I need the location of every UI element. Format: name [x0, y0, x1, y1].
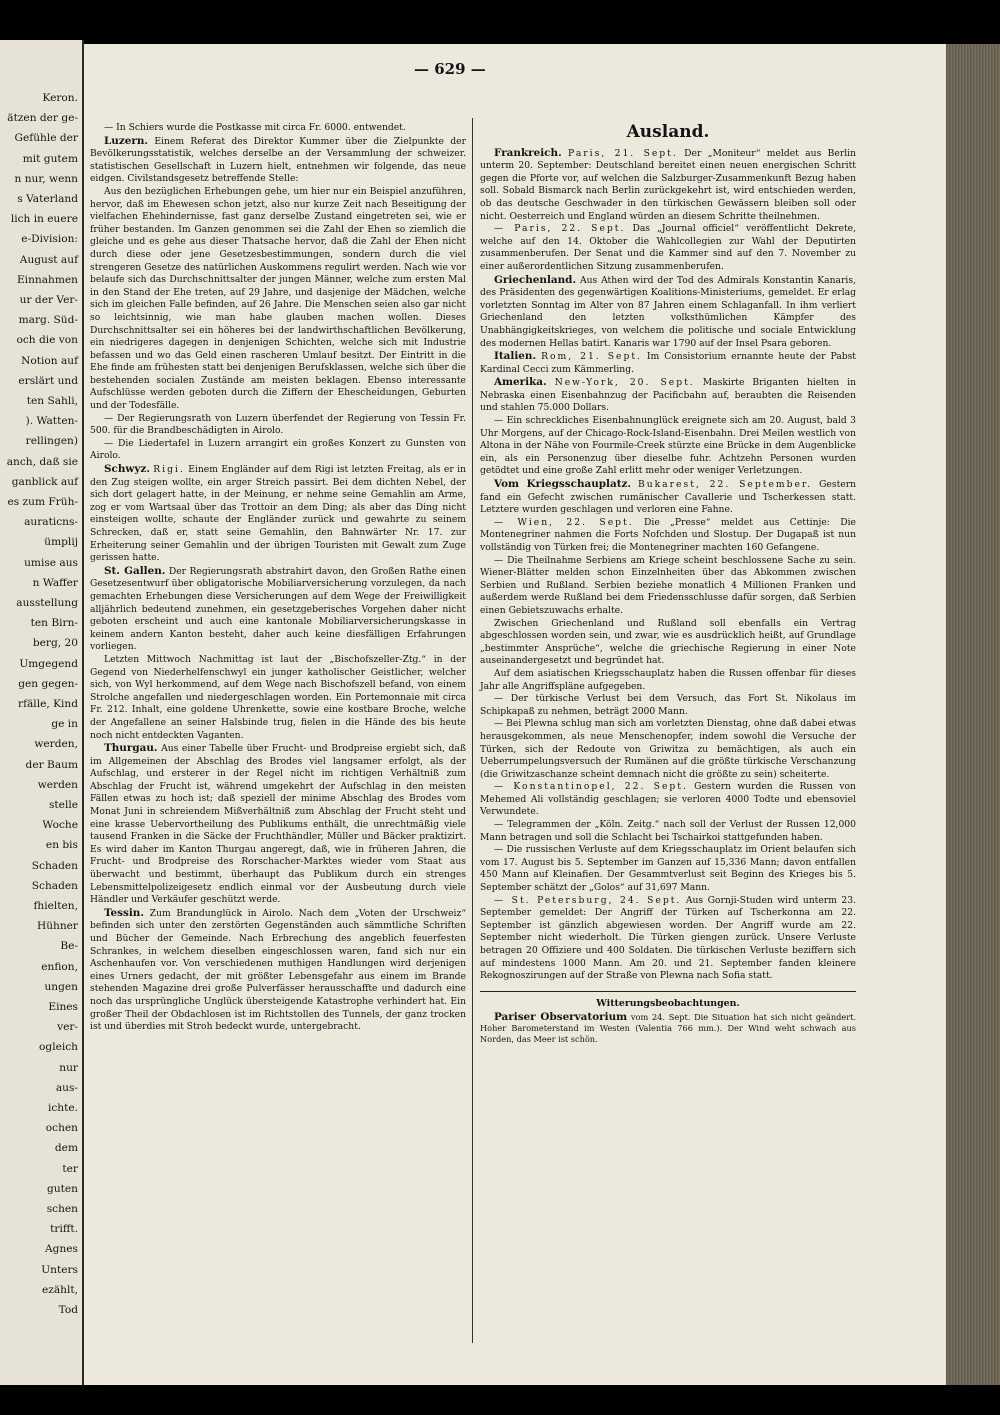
previous-page-line: ümplij [44, 536, 78, 549]
dateline: Rigi. [153, 464, 185, 476]
right-paragraph [480, 781, 856, 819]
previous-page-line: guten [47, 1182, 78, 1195]
paragraph-text: Zwischen Griechenland und Rußland soll ebenfalls ein Vertrag abgeschlossen worden sein, und zwar, wie es ausdrücklich heißt, auf Grundlage „bestimmter Ansprüche“, welche die griechische Regierung in einer Note auseinandergesetzt und begründet hat. [480, 617, 856, 667]
previous-page-line: ezählt, [41, 1283, 78, 1296]
right-paragraph [480, 376, 856, 415]
previous-page-line: Einnahmen [16, 273, 78, 286]
previous-page-line: ungen [44, 980, 78, 993]
paragraph-text: Das „Journal officiel“ veröffentlicht Dekrete, welche auf den 14. Oktober die Wahlcollegien zur Wahl der Deputirten zusammenberufen. Der Senat und die Kammer sind auf den 7. November zu einer außerordentlichen Sitzung zusammenberufen. [480, 223, 857, 272]
previous-page-line: Unters [41, 1263, 78, 1276]
right-paragraph [480, 415, 856, 478]
paragraph-text: Gestern fand ein Gefecht zwischen rumänischer Cavallerie und Tscherkessen statt. Letztere wurden geschlagen und verloren eine Fahne. [480, 479, 857, 516]
previous-page-line: e-Division: [21, 233, 78, 246]
right-paragraph [480, 718, 856, 781]
previous-page-line: werden, [34, 738, 78, 751]
previous-page-line: ten Sahli, [26, 395, 78, 407]
previous-page-line: aus- [55, 1081, 78, 1094]
right-paragraph [480, 819, 856, 844]
left-paragraph [90, 186, 466, 413]
previous-page-line: ochen [45, 1122, 78, 1135]
previous-page-line: ausstellung [16, 597, 78, 609]
paragraph-heading: Italien. [494, 350, 537, 363]
previous-page-line: Eines [48, 1001, 78, 1013]
paragraph-text: Einem Engländer auf dem Rigi ist letzten Freitag, als er in den Zug steigen wollte, ein arger Streich passirt. Bei dem dichten Nebel, der sich dort gelagert hatte, in der Meinung, er nehme seine Gemahlin am Arme, zog er vom Wartsaal über das Trottoir an dem Ding; als aber das Ding nicht einsteigen wollte, schaute der Engländer zurück und gewahrte zu seinem Schrecken, daß er, statt seine Gemahlin, den Bahnwärter Nr. 17. zur Erheiterung seiner Gemahlin und der übrigen Touristen mit Gewalt zum Zuge gerissen hatte. [90, 464, 466, 564]
paragraph-text: Aus den bezüglichen Erhebungen gehe, um hier nur ein Beispiel anzuführen, hervor, daß im Ehewesen schon jetzt, also nur kurze Zeit nach Beseitigung der vielfachen Ehehindernisse, fast ganz derselbe Zustand eingetreten sei, wie er früher bestanden. Im Ganzen genommen sei die Zahl der Ehen so ziemlich die gleiche und es gehe aus dieser Thatsache hervor, daß die Zahl der Ehen nicht durch diese oder jene Gesetzesbestimmungen, sondern durch die viel strengeren Gesetze des natürlichen Auskommens regulirt werden. Nach wie vor belaufe sich das Durchschnittsalter der jungen Männer, welche zum ersten Mal in den Stand der Ehe treten, auf 29 Jahre, und dasjenige der Mädchen, welche sich im gleichen Falle befinden, auf 26 Jahre. Die Menschen seien also gar nicht so leichtsinnig, wie man habe glauben machen wollen. Dieses Durchschnittsalter sei ein höheres bei der landwirthschaftlichen Bevölkerung, ein niedrigeres dagegen in denjenigen Schichten, welche sich mit Industrie befassen und wo das Geld einen rascheren Umlauf besitzt. Der Eintritt in die Ehe finde am frühesten statt bei denjenigen Berufsklassen, welche sich über die bestehenden socialen Zustände am meisten beklagen. Ebenso interessante Aufschlüsse werden geboten durch die Ziffern der Ehescheidungen, Geburten und der Todesfälle. [90, 185, 466, 412]
dateline: — Konstantinopel, 22. Sept. [494, 781, 688, 793]
paragraph-text: — Der Regierungsrath von Luzern überfendet der Regierung von Tessin Fr. 500. für die Brandbeschädigten in Airolo. [90, 412, 466, 437]
previous-page-line: erslärt und [18, 374, 78, 387]
column-divider [472, 118, 473, 1343]
right-paragraph [480, 223, 856, 273]
previous-page-line: gen gegen- [18, 677, 78, 690]
previous-page-line: mit gutem [22, 152, 78, 165]
left-paragraph [90, 742, 466, 907]
paragraph-text: Auf dem asiatischen Kriegsschauplatz haben die Russen offenbar für dieses Jahr alle Angriffspläne aufgegeben. [480, 667, 856, 692]
paragraph-text: Im Consistorium ernannte heute der Pabst Kardinal Cecci zum Kämmerling. [480, 351, 857, 375]
previous-page-line: Umgegend [19, 657, 78, 670]
paragraph-heading: Schwyz. [104, 463, 150, 476]
paragraph-text: Einem Referat des Direktor Kummer über die Zielpunkte der Bevölkerungsstatistik, welches derselbe an der Versammlung der schweizer. statistischen Gesellschaft in Luzern hielt, entnehmen wir folgende, das neue eidgen. Civilstandsgesetz betreffende Stelle: [90, 135, 466, 185]
previous-page-line: nur [59, 1061, 78, 1074]
previous-page-line: Agnes [45, 1243, 78, 1256]
previous-page-line: Notion auf [21, 354, 78, 367]
weather-section [480, 991, 856, 1046]
previous-page-line: werden [37, 778, 78, 791]
previous-page-line: fhielten, [33, 900, 78, 912]
dateline: New-York, 20. Sept. [554, 377, 695, 389]
right-paragraph [480, 147, 856, 224]
previous-page-line: Tod [58, 1304, 78, 1316]
paragraph-text: — Telegrammen der „Köln. Zeitg.“ nach soll der Verlust der Russen 12,000 Mann betragen und soll die Schlacht bei Tschairkoi stattgefunden haben. [480, 819, 856, 843]
right-paragraph [480, 693, 856, 718]
paragraph-text: Maskirte Briganten hielten in Nebraska einen Eisenbahnzug der Pacificbahn auf, beraubten die Reisenden und stahlen 75.000 Dollars. [480, 377, 857, 414]
previous-page-fragment [0, 40, 84, 1385]
right-column [480, 122, 856, 1045]
previous-page-line: schen [46, 1203, 78, 1215]
right-paragraph [480, 555, 856, 618]
left-paragraph [90, 463, 466, 565]
weather-title: Witterungsbeobachtungen. [596, 997, 740, 1009]
left-paragraph [90, 654, 466, 742]
weather-text [480, 1012, 856, 1045]
previous-page-line: n Waffer [32, 576, 78, 589]
previous-page-line: en bis [45, 839, 78, 852]
weather-body: vom 24. Sept. Die Situation hat sich nicht geändert. Hoher Barometerstand im Westen (Valentia 766 mm.). Der Wind weht schwach aus Norden, das Meer ist schön. [480, 1012, 856, 1045]
previous-page-line: marg. Süd- [18, 314, 78, 327]
paragraph-text: Der „Moniteur“ meldet aus Berlin unterm 20. September: Deutschland bereitet einen neuen energischen Schritt gegen die Pforte vor, auf welchen die Salzburger-Zusammenkunft Bezug haben soll. Sobald Bismarck nach Berlin zurückgekehrt ist, wird entschieden werden, ob das deutsche Geschwader in den türkischen Gewässern bleiben soll oder nicht. Oesterreich und England würden an diesem Schritte theilnehmen. [480, 147, 857, 222]
previous-page-line: anch, daß sie [6, 455, 78, 468]
paragraph-heading: Tessin. [104, 906, 144, 919]
dateline: — Paris, 22. Sept. [494, 223, 626, 235]
right-paragraph [480, 478, 856, 517]
previous-page-line: ge in [51, 718, 78, 731]
previous-page-line: Keron. [42, 92, 78, 104]
page-number: — 629 — [414, 60, 486, 78]
previous-page-line: Be- [60, 940, 78, 953]
previous-page-line: trifft. [50, 1223, 78, 1236]
right-paragraph [480, 618, 856, 668]
paragraph-text: Zum Brandunglück in Airolo. Nach dem „Voten der Urschweiz“ befinden sich unter den zerstörten Gegenständen auch sämmtliche Schriften und Bücher der Gemeinde. Nach Erbrechung des angeblich feuerfesten Schrankes, in welchem dieselben eingeschlossen waren, fand sich nur ein Aschenhaufen vor. Von verschiedenen muthigen Handlungen wird derjenigen eines Urners gedacht, der mit größter Lebensgefahr aus einem im Brande stehenden Magazine drei große Pulverfässer herausschaffte und dadurch eine noch das ursprüngliche Unglück übersteigende Katastrophe verhindert hat. Ein großer Theil der Obdachlosen ist im Richtstollen des Tunnels, der ganz trocken ist und überdies mit Stroh bedeckt wurde, untergebracht. [90, 907, 467, 1033]
dateline: — St. Petersburg, 24. Sept. [494, 894, 682, 906]
previous-page-line: ver- [57, 1021, 78, 1034]
previous-page-line: ter [62, 1162, 78, 1175]
paragraph-heading: Vom Kriegsschauplatz. [494, 478, 632, 491]
paragraph-text: Letzten Mittwoch Nachmittag ist laut der „Bischofszeller-Ztg.“ in der Gegend von Niederhelfenschwyl ein junger katholischer Geistlicher, welcher sich, von Wyl herkommend, auf dem Wege nach Bischofszell befand, von einem Strolche angefallen und niedergeschlagen worden. Ein Portemonnaie mit circa Fr. 212. Inhalt, eine goldene Uhrenkette, sowie eine kostbare Broche, welche der Angefallene an seiner Halsbinde trug, fielen in die Hände des bis heute noch nicht entdeckten Vaganten. [90, 653, 466, 741]
previous-page-line: dem [54, 1142, 78, 1155]
right-paragraph [480, 517, 856, 555]
previous-page-line: berg, 20 [32, 637, 78, 650]
left-paragraph [90, 438, 466, 463]
paragraph-text: — Die Theilnahme Serbiens am Kriege scheint beschlossene Sache zu sein. Wiener-Blätter melden schon Einzelnheiten über das Abkommen zwischen Serbien und Rußland. Serbien beziehe monatlich 4 Millionen Franken und außerdem werde Rußland bei dem Friedensschlusse dafür sorgen, daß Serbien einen Gebietszuwachs erhalte. [480, 554, 856, 616]
paragraph-text: — Bei Plewna schlug man sich am vorletzten Dienstag, ohne daß dabei etwas herausgekommen, als neue Menschenopfer, indem sowohl die Versuche der Türken, sich der Redoute von Griwitza zu bemächtigen, als auch ein Ueberrumpelungsversuch der Rumänen auf die größte türkische Verschanzung (die Griwitzaschanze scheint demnach nicht die größte zu sein) scheiterte. [480, 718, 856, 780]
left-paragraph [90, 122, 466, 135]
paragraph-text: Aus Gornji-Studen wird unterm 23. September gemeldet: Der Angriff der Türken auf Tscherkonna am 22. September ist gänzlich abgewiesen worden. Der Angriff wurde am 22. September nicht wiederholt. Die Türken giengen zurück. Unsere Verluste betragen 20 Offiziere und 400 Soldaten. Die türkischen Verluste beziffern sich auf mindestens 1000 Mann. Am 20. und 21. September fanden kleinere Rekognoszirungen auf der Straße von Plewna nach Sofia statt. [480, 894, 857, 982]
previous-page-line: auraticns- [24, 516, 78, 529]
right-paragraph [480, 668, 856, 693]
previous-page-line: der Baum [25, 758, 78, 771]
previous-page-line: rellingen) [25, 435, 78, 448]
previous-page-line: ur der Ver- [19, 294, 78, 306]
paragraph-text: Der Regierungsrath abstrahirt davon, den Großen Rathe einen Gesetzesentwurf über obligatorische Mobiliarversicherung vorzulegen, da nach gemachten Erhebungen diese Versicherungen auf dem Wege der Freiwilligkeit alljährlich bedeutend zunehmen, ein gesetzgeberisches Vorgehen daher nicht geboten erscheint und auch eine kantonale Mobiliarversicherungskasse in keinem andern Kanton besteht, daher auch keine diesfälligen Erfahrungen vorliegen. [90, 565, 466, 653]
left-paragraph [90, 413, 466, 438]
paragraph-text: Aus Athen wird der Tod des Admirals Konstantin Kanaris, des Präsidenten des gegenwärtigen Koalitions-Ministeriums, gemeldet. Er erlag vorletzten Sonntag im Alter von 87 Jahren einem Schlaganfall. In ihm verliert Griechenland den letzten volksthümlichen Kämpfer des Unabhängigkeitskrieges, von welchem die politische und sociale Entwicklung des modernen Hellas batirt. Kanaris war 1790 auf der Insel Psara geboren. [480, 274, 856, 349]
paragraph-heading: Frankreich. [494, 146, 562, 159]
previous-page-line: Woche [42, 819, 78, 832]
previous-page-line: ). Watten- [25, 415, 78, 428]
previous-page-line: umise aus [24, 556, 78, 569]
right-paragraph [480, 895, 856, 983]
previous-page-line: s Vaterland [17, 193, 78, 205]
previous-page-line: Hühner [36, 920, 78, 933]
paragraph-text: — Die Liedertafel in Luzern arrangirt ein großes Konzert zu Gunsten von Airolo. [90, 437, 466, 462]
previous-page-line: ätzen der ge- [7, 112, 78, 125]
previous-page-line: ogleich [39, 1041, 78, 1054]
previous-page-line: August auf [19, 253, 78, 266]
previous-page-line: ichte. [47, 1102, 78, 1114]
left-paragraph [90, 907, 466, 1034]
previous-page-line: Schaden [31, 879, 78, 892]
paragraph-text: — Ein schreckliches Eisenbahnunglück ereignete sich am 20. August, bald 3 Uhr Morgens, auf der Chicago-Rock-Island-Eisenbahn. Drei Meilen westlich von Altona in der Nähe von Fourmile-Creek stürzte eine Brücke in dem Augenblicke ein, als ein Personenzug über dieselbe fuhr. Achtzehn Personen wurden getödtet und eine große Zahl erlitt mehr oder weniger Verletzungen. [480, 415, 856, 477]
right-paragraph [480, 844, 856, 894]
section-title-ausland: Ausland. [626, 122, 710, 142]
paragraph-text: Gestern wurden die Russen von Mehemed Ali vollständig geschlagen; sie verloren 4000 Todte und ebensoviel Verwundete. [480, 781, 856, 818]
dateline: Paris, 21. Sept. [568, 147, 678, 159]
paragraph-heading: Luzern. [104, 134, 149, 147]
previous-page-line: ganblick auf [11, 475, 78, 488]
previous-page-line: Gefühle der [14, 132, 78, 145]
previous-page-line: enfion, [41, 960, 78, 973]
weather-head: Pariser Observatorium [494, 1011, 628, 1024]
paragraph-text: — Der türkische Verlust bei dem Versuch, das Fort St. Nikolaus im Schipkapaß zu nehmen, beträgt 2000 Mann. [480, 693, 856, 717]
right-paragraph [480, 274, 856, 351]
previous-page-line: stelle [48, 799, 78, 811]
previous-page-line: rfälle, Kind [18, 698, 78, 710]
paragraph-text: — In Schiers wurde die Postkasse mit circa Fr. 6000. entwendet. [104, 122, 406, 133]
dateline: — Wien, 22. Sept. [494, 516, 634, 528]
left-paragraph [90, 135, 466, 186]
previous-page-line: lich in euere [10, 213, 78, 226]
paragraph-text: Die „Presse“ meldet aus Cettinje: Die Montenegriner nahmen die Forts Nofchden und Slostup. Der Dugapaß ist nun vollständig von Türken frei; die Montenegriner machten 160 Gefangene. [480, 516, 856, 553]
paragraph-text: — Die russischen Verluste auf dem Kriegsschauplatz im Orient belaufen sich vom 17. August bis 5. September im Ganzen auf 15,336 Mann; davon entfallen 450 Mann auf Kleinafien. Der Gesammtverlust seit Beginn des Krieges bis 5. September schätzt der „Golos“ auf 31,697 Mann. [480, 844, 856, 894]
right-paragraph [480, 350, 856, 376]
paragraph-heading: Amerika. [494, 376, 547, 389]
left-column [90, 122, 466, 1034]
paragraph-heading: St. Gallen. [104, 564, 166, 577]
dateline: Bukarest, 22. September. [637, 479, 813, 491]
previous-page-line: n nur, wenn [14, 172, 78, 185]
paragraph-text: Aus einer Tabelle über Frucht- und Brodpreise ergiebt sich, daß im Allgemeinen der Abschlag des Brodes viel langsamer erfolgt, als der Aufschlag, und ersterer in der Regel nicht im richtigen Verhältniß zum Abschlag der Frucht ist, während umgekehrt der Aufschlag in den meisten Fällen etwas zu hoch ist; daß speziell der minime Abschlag des Brodes vom Monat Juni in schreiendem Mißverhältniß zum Abschlag der Frucht steht und eine krasse Uebervortheilung des Publikums enthält, die unrechtmäßig viele tausend Franken in die Säcke der Fruchthändler, Müller und Bäcker praktizirt. Es wird daher im Kanton Thurgau angeregt, daß, wie in früheren Jahren, die Frucht- und Brodpreise des Rorschacher-Marktes wieder vom Staat aus überwacht und bestimmt, überhaupt das Publikum durch ein strenges Lebensmittelpolizeigesetz endlich einmal vor der Ausbeutung durch viele Händler und Verkäufer geschützt werde. [90, 743, 467, 906]
previous-page-line: Schaden [31, 859, 78, 872]
left-paragraph [90, 565, 466, 654]
previous-page-line: ten Birn- [30, 617, 78, 630]
previous-page-line: och die von [16, 334, 78, 347]
paragraph-heading: Griechenland. [494, 273, 577, 286]
dateline: Rom, 21. Sept. [541, 351, 642, 363]
paragraph-heading: Thurgau. [104, 742, 158, 755]
previous-page-line: es zum Früh- [7, 496, 78, 508]
